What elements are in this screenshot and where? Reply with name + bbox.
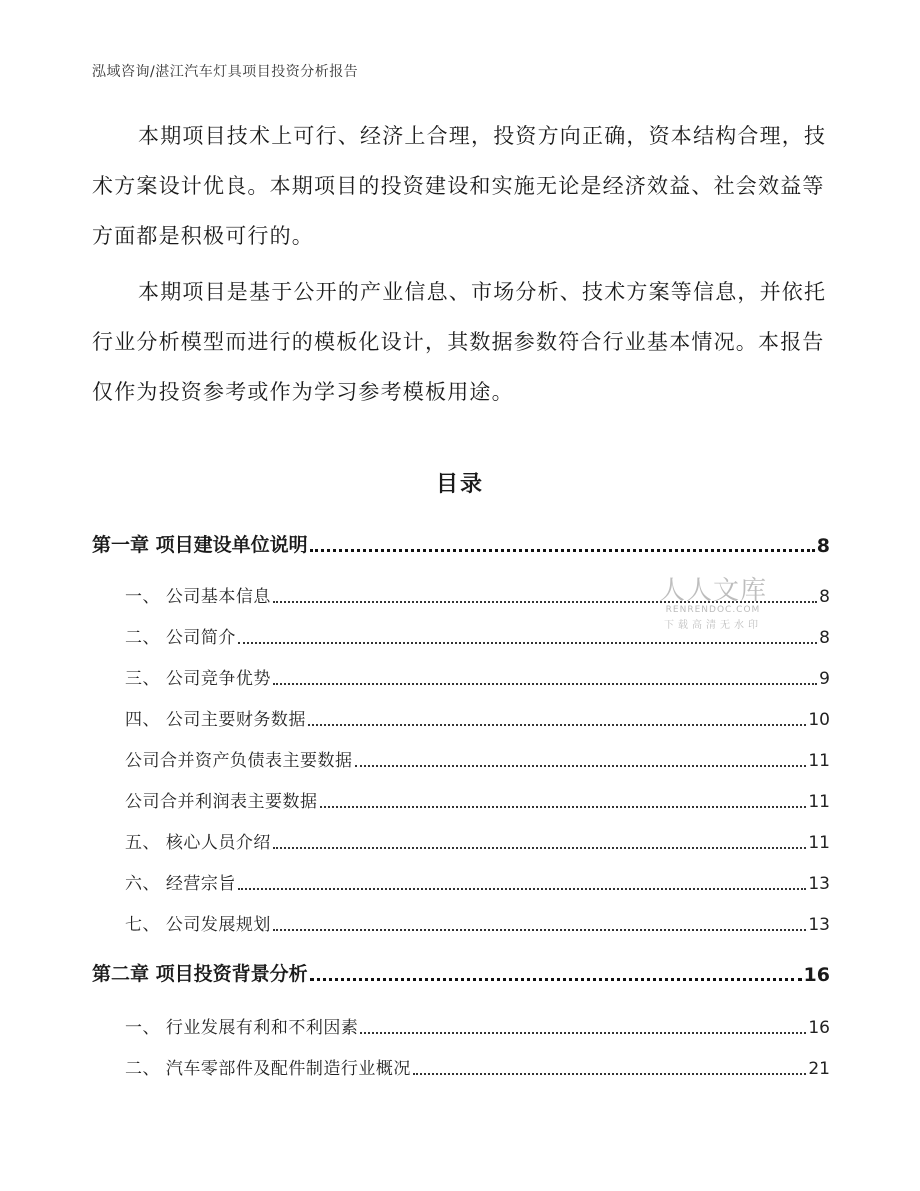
watermark-title: 人人文库	[658, 576, 767, 606]
toc-leader-dots	[320, 805, 807, 808]
toc-entry-page: 8	[819, 628, 830, 648]
toc-entry-label: 二、 汽车零部件及配件制造行业概况	[125, 1059, 411, 1079]
toc-entry-page: 10	[808, 710, 830, 730]
toc-entry-chapter-1[interactable]	[92, 531, 830, 557]
toc-leader-dots	[308, 723, 806, 726]
toc-entry-page: 16	[803, 964, 830, 986]
watermark-subtitle: 下载高清无水印	[664, 620, 762, 631]
toc-entry-page: 9	[819, 669, 830, 689]
toc-title: 目录	[435, 472, 484, 497]
toc-entry-section[interactable]	[92, 622, 830, 648]
toc-entry-label: 二、 公司简介	[125, 628, 236, 648]
toc-entry-chapter-2[interactable]	[92, 960, 830, 986]
toc-entry-section[interactable]	[92, 663, 830, 689]
paragraph-text: 本期项目是基于公开的产业信息、市场分析、技术方案等信息，并依托行业分析模型而进行的模板化设计，其数据参数符合行业基本情况。本报告仅作为投资参考或作为学习参考模板用途。	[92, 280, 827, 404]
toc-entry-page: 11	[808, 833, 830, 853]
toc-leader-dots	[413, 1072, 806, 1075]
toc-leader-dots	[310, 977, 802, 981]
toc-entry-page: 11	[808, 792, 830, 812]
watermark-url: RENRENDOC.COM	[665, 605, 761, 615]
toc-entry-page: 13	[808, 915, 830, 935]
toc-entry-section[interactable]	[92, 868, 830, 894]
toc-entry-page: 11	[808, 751, 830, 771]
toc-leader-dots	[360, 1031, 806, 1034]
toc-entry-page: 8	[819, 587, 830, 607]
toc-entry-label: 七、 公司发展规划	[125, 915, 271, 935]
toc-leader-dots	[238, 641, 817, 644]
toc-entry-page: 13	[808, 874, 830, 894]
toc-entry-section[interactable]	[92, 1012, 830, 1038]
toc-entry-label: 公司合并利润表主要数据	[125, 792, 318, 812]
intro-paragraph-2	[92, 267, 828, 417]
toc-entry-label: 第一章 项目建设单位说明	[92, 534, 308, 556]
toc-entry-page: 16	[808, 1018, 830, 1038]
toc-entry-label: 一、 公司基本信息	[125, 587, 271, 607]
toc-entry-section[interactable]	[92, 581, 830, 607]
toc-entry-subsection[interactable]	[92, 786, 830, 812]
toc-leader-dots	[273, 600, 817, 603]
toc-entry-label: 公司合并资产负债表主要数据	[125, 751, 353, 771]
toc-leader-dots	[238, 887, 806, 890]
toc-entry-section[interactable]	[92, 909, 830, 935]
toc-entry-label: 五、 核心人员介绍	[125, 833, 271, 853]
toc-entry-label: 一、 行业发展有利和不利因素	[125, 1018, 359, 1038]
toc-leader-dots	[273, 928, 806, 931]
toc-entry-label: 第二章 项目投资背景分析	[92, 963, 308, 985]
toc-leader-dots	[310, 548, 815, 552]
toc-entry-section[interactable]	[92, 1053, 830, 1079]
toc-leader-dots	[273, 846, 806, 849]
paragraph-text: 本期项目技术上可行、经济上合理，投资方向正确，资本结构合理，技术方案设计优良。本期项目的投资建设和实施无论是经济效益、社会效益等方面都是积极可行的。	[92, 124, 827, 248]
toc-entry-section[interactable]	[92, 827, 830, 853]
running-header: 泓域咨询/湛江汽车灯具项目投资分析报告	[92, 64, 359, 80]
toc-entry-label: 六、 经营宗旨	[125, 874, 236, 894]
toc-entry-page: 21	[808, 1059, 830, 1079]
toc-entry-label: 四、 公司主要财务数据	[125, 710, 306, 730]
toc-entry-subsection[interactable]	[92, 745, 830, 771]
toc-entry-label: 三、 公司竞争优势	[125, 669, 271, 689]
toc-entry-page: 8	[816, 535, 830, 557]
toc-entry-section[interactable]	[92, 704, 830, 730]
toc-leader-dots	[355, 764, 807, 767]
intro-paragraph-1	[92, 111, 828, 261]
toc-leader-dots	[273, 682, 817, 685]
